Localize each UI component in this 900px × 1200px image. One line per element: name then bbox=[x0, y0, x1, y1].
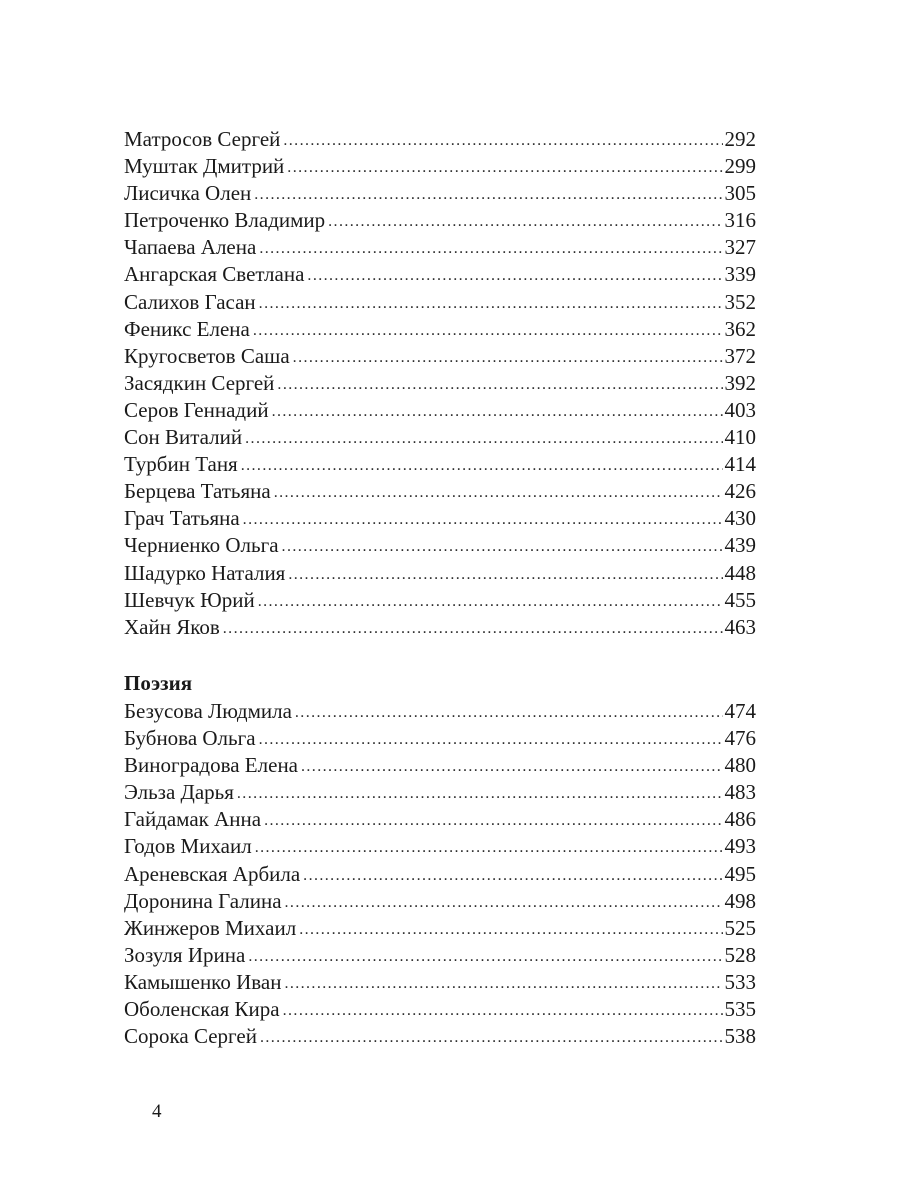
toc-entry bbox=[124, 532, 756, 559]
toc-dot-leader bbox=[303, 862, 722, 889]
toc-prose-list bbox=[124, 126, 756, 641]
toc-entry-page: 439 bbox=[724, 533, 756, 558]
toc-entry-author: Петроченко Владимир bbox=[124, 208, 326, 233]
toc-entry bbox=[124, 397, 756, 424]
toc-entry-page: 305 bbox=[724, 181, 756, 206]
toc-entry-author: Шевчук Юрий bbox=[124, 587, 255, 612]
toc-entry-page: 528 bbox=[724, 942, 756, 967]
toc-dot-leader bbox=[293, 344, 723, 371]
toc-entry bbox=[124, 752, 756, 779]
toc-entry-page: 410 bbox=[724, 425, 756, 450]
toc-entry-page: 486 bbox=[724, 807, 756, 832]
toc-entry bbox=[124, 505, 756, 532]
toc-entry-page: 426 bbox=[724, 479, 756, 504]
toc-entry-page: 463 bbox=[724, 614, 756, 639]
toc-entry bbox=[124, 126, 756, 153]
toc-entry-author: Безусова Людмила bbox=[124, 699, 292, 723]
toc-entry-page: 448 bbox=[724, 560, 756, 585]
toc-entry-author: Салихов Гасан bbox=[124, 289, 256, 314]
toc-dot-leader bbox=[255, 834, 723, 861]
toc-dot-leader bbox=[243, 506, 723, 533]
toc-dot-leader bbox=[274, 479, 723, 506]
toc-entry-page: 538 bbox=[724, 1024, 756, 1049]
toc-entry bbox=[124, 289, 756, 316]
toc-entry bbox=[124, 806, 756, 833]
toc-dot-leader bbox=[245, 425, 722, 452]
toc-dot-leader bbox=[237, 780, 723, 807]
toc-dot-leader bbox=[272, 398, 723, 425]
toc-entry-author: Черниенко Ольга bbox=[124, 533, 279, 558]
toc-entry bbox=[124, 478, 756, 505]
toc-entry bbox=[124, 207, 756, 234]
toc-entry bbox=[124, 1023, 756, 1050]
toc-dot-leader bbox=[248, 943, 722, 970]
toc-entry bbox=[124, 996, 756, 1023]
toc-entry bbox=[124, 234, 756, 261]
toc-entry-author: Лисичка Олен bbox=[124, 181, 252, 206]
toc-dot-leader bbox=[301, 753, 723, 780]
toc-entry-page: 430 bbox=[724, 506, 756, 531]
toc-entry bbox=[124, 560, 756, 587]
toc-entry bbox=[124, 180, 756, 207]
toc-dot-leader bbox=[288, 561, 722, 588]
toc-entry-author: Серов Геннадий bbox=[124, 397, 269, 422]
toc-dot-leader bbox=[283, 997, 723, 1024]
toc-entry bbox=[124, 779, 756, 806]
toc-entry-author: Бубнова Ольга bbox=[124, 726, 256, 751]
toc-entry bbox=[124, 370, 756, 397]
toc-entry-author: Матросов Сергей bbox=[124, 127, 281, 151]
toc-dot-leader bbox=[259, 290, 723, 317]
toc-entry-author: Муштак Дмитрий bbox=[124, 154, 285, 179]
toc-entry bbox=[124, 969, 756, 996]
toc-entry-author: Грач Татьяна bbox=[124, 506, 240, 531]
toc-entry-page: 483 bbox=[724, 780, 756, 805]
toc-entry bbox=[124, 261, 756, 288]
toc-entry-author: Турбин Таня bbox=[124, 452, 238, 477]
toc-dot-leader bbox=[264, 807, 722, 834]
toc-entry-author: Эльза Дарья bbox=[124, 780, 234, 805]
toc-entry-page: 339 bbox=[724, 262, 756, 287]
toc-entry-author: Берцева Татьяна bbox=[124, 479, 271, 504]
toc-dot-leader bbox=[259, 726, 723, 753]
toc-entry-author: Засядкин Сергей bbox=[124, 370, 275, 395]
toc-entry bbox=[124, 942, 756, 969]
toc-entry-page: 292 bbox=[724, 127, 756, 151]
toc-entry-page: 498 bbox=[724, 888, 756, 913]
toc-dot-leader bbox=[295, 699, 723, 726]
toc-entry-author: Жинжеров Михаил bbox=[124, 915, 297, 940]
toc-dot-leader bbox=[241, 452, 723, 479]
toc-entry-page: 316 bbox=[724, 208, 756, 233]
toc-dot-leader bbox=[299, 916, 722, 943]
toc-dot-leader bbox=[307, 262, 722, 289]
toc-entry bbox=[124, 424, 756, 451]
toc-entry-page: 533 bbox=[724, 969, 756, 994]
toc-entry-page: 327 bbox=[724, 235, 756, 260]
toc-entry-author: Годов Михаил bbox=[124, 834, 252, 859]
toc-entry bbox=[124, 888, 756, 915]
toc-entry-author: Ареневская Арбила bbox=[124, 861, 301, 886]
toc-entry-author: Оболенская Кира bbox=[124, 997, 280, 1022]
toc-entry-page: 476 bbox=[724, 726, 756, 751]
toc-entry bbox=[124, 725, 756, 752]
toc-entry-author: Доронина Галина bbox=[124, 888, 282, 913]
toc-entry-page: 372 bbox=[724, 343, 756, 368]
toc-entry-author: Сорока Сергей bbox=[124, 1024, 257, 1049]
toc-dot-leader bbox=[258, 588, 723, 615]
toc-entry bbox=[124, 153, 756, 180]
toc-dot-leader bbox=[254, 181, 722, 208]
toc-dot-leader bbox=[328, 208, 722, 235]
toc-entry-author: Виноградова Елена bbox=[124, 753, 298, 778]
toc-dot-leader bbox=[282, 533, 723, 560]
toc-entry bbox=[124, 451, 756, 478]
toc-entry bbox=[124, 316, 756, 343]
toc-entry-page: 493 bbox=[724, 834, 756, 859]
toc-entry-page: 403 bbox=[724, 397, 756, 422]
page-number: 4 bbox=[152, 1101, 162, 1122]
toc-dot-leader bbox=[284, 970, 722, 997]
toc-dot-leader bbox=[223, 615, 723, 642]
section-heading-poetry: Поэзия bbox=[124, 671, 193, 695]
toc-entry bbox=[124, 587, 756, 614]
toc-entry-page: 495 bbox=[724, 861, 756, 886]
toc-entry-author: Феникс Елена bbox=[124, 316, 250, 341]
toc-dot-leader bbox=[260, 1024, 723, 1051]
toc-entry-author: Камышенко Иван bbox=[124, 969, 282, 994]
toc-entry-author: Хайн Яков bbox=[124, 614, 220, 639]
toc-entry-page: 352 bbox=[724, 289, 756, 314]
toc-dot-leader bbox=[287, 154, 722, 181]
toc-entry-page: 480 bbox=[724, 753, 756, 778]
toc-dot-leader bbox=[285, 889, 723, 916]
toc-dot-leader bbox=[283, 127, 722, 154]
toc-entry-page: 414 bbox=[724, 452, 756, 477]
toc-entry bbox=[124, 833, 756, 860]
toc-entry-page: 299 bbox=[724, 154, 756, 179]
toc-entry-author: Сон Виталий bbox=[124, 425, 243, 450]
toc-entry-page: 392 bbox=[724, 370, 756, 395]
toc-entry-page: 525 bbox=[724, 915, 756, 940]
toc-entry-author: Чапаева Алена bbox=[124, 235, 257, 260]
toc-entry-author: Ангарская Светлана bbox=[124, 262, 305, 287]
toc-entry bbox=[124, 614, 756, 641]
toc-entry bbox=[124, 698, 756, 725]
toc-entry bbox=[124, 915, 756, 942]
toc-entry-author: Гайдамак Анна bbox=[124, 807, 262, 832]
toc-entry bbox=[124, 861, 756, 888]
toc-entry-author: Кругосветов Саша bbox=[124, 343, 290, 368]
toc-entry-page: 455 bbox=[724, 587, 756, 612]
toc-entry-page: 362 bbox=[724, 316, 756, 341]
toc-dot-leader bbox=[253, 317, 723, 344]
toc-entry-page: 535 bbox=[724, 997, 756, 1022]
toc-entry-author: Шадурко Наталия bbox=[124, 560, 286, 585]
toc-dot-leader bbox=[259, 235, 722, 262]
toc-poetry-list bbox=[124, 698, 756, 1050]
toc-entry-page: 474 bbox=[724, 699, 756, 723]
toc-dot-leader bbox=[277, 371, 722, 398]
toc-entry bbox=[124, 343, 756, 370]
toc-entry-author: Зозуля Ирина bbox=[124, 942, 246, 967]
